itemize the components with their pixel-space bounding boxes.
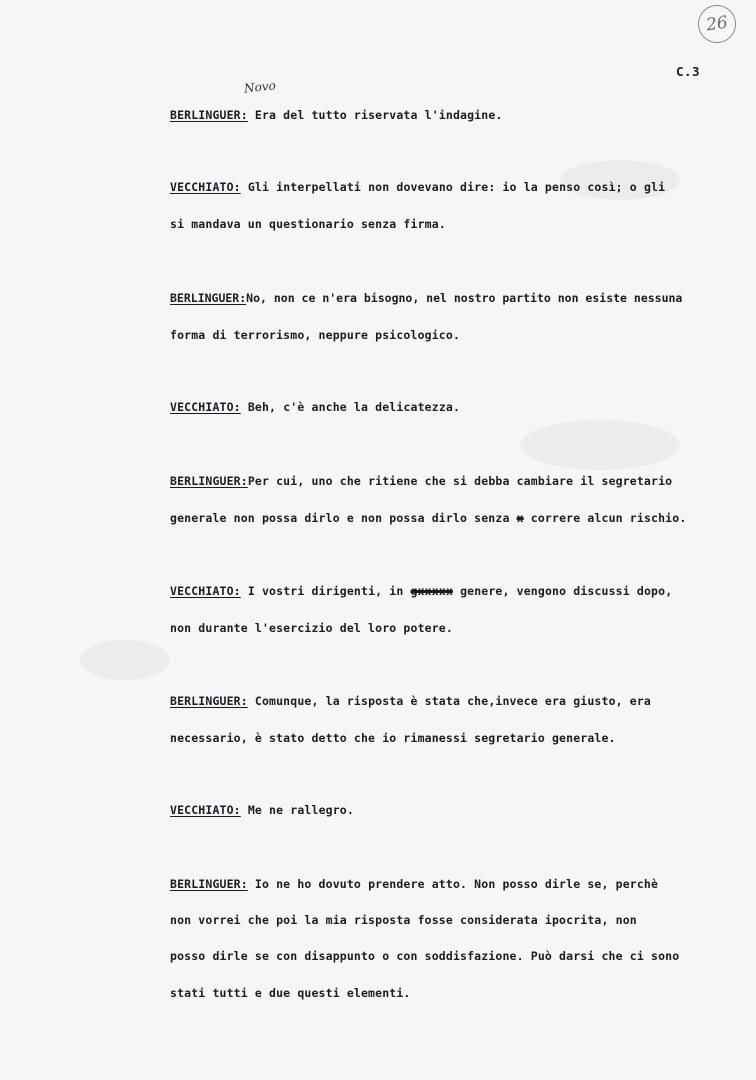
speaker-label: VECCHIATO: xyxy=(170,803,241,817)
dialogue-line xyxy=(170,731,616,745)
dialogue-text: Beh, c'è anche la delicatezza. xyxy=(247,400,461,414)
handwritten-note: Novo xyxy=(243,78,277,96)
dialogue-text: Per cui, uno che ritiene che si debba cambiare il segretario xyxy=(247,474,673,488)
speaker-label: BERLINGUER: xyxy=(170,694,248,708)
dialogue-text: Comunque, la risposta è stata che,invece era giusto, era xyxy=(254,694,652,708)
dialogue-text: generale non possa dirlo e non possa dirlo senza xyxy=(170,511,510,525)
dialogue-line xyxy=(170,180,665,194)
page-label: C.3 xyxy=(676,64,701,79)
handwritten-page-number: 26 xyxy=(696,3,739,46)
dialogue-text: Me ne rallegro. xyxy=(247,803,354,817)
dialogue-line xyxy=(170,217,446,231)
struck-out-text: x xyxy=(516,511,524,525)
dialogue-line xyxy=(170,291,682,305)
speaker-label: BERLINGUER: xyxy=(170,291,247,305)
speaker-label: BERLINGUER: xyxy=(170,108,248,122)
dialogue-line xyxy=(170,803,354,817)
dialogue-line xyxy=(170,108,502,122)
dialogue-line xyxy=(170,694,651,708)
dialogue-line xyxy=(170,511,686,525)
dialogue-text: si mandava un questionario senza firma. xyxy=(170,217,446,231)
speaker-label: BERLINGUER: xyxy=(170,474,248,488)
dialogue-text: correre alcun rischio. xyxy=(530,511,687,525)
dialogue-text: non durante l'esercizio del loro potere. xyxy=(170,621,453,635)
dialogue-text: non vorrei che poi la mia risposta fosse considerata ipocrita, non xyxy=(170,913,637,927)
struck-out-text: gxxxxx xyxy=(410,584,453,598)
dialogue-line xyxy=(170,400,460,414)
dialogue-text: stati tutti e due questi elementi. xyxy=(170,986,411,1000)
dialogue-text: necessario, è stato detto che io rimanessi segretario generale. xyxy=(170,731,616,745)
dialogue-text: posso dirle se con disappunto o con soddisfazione. Può darsi che ci sono xyxy=(170,949,680,963)
dialogue-line xyxy=(170,474,672,488)
dialogue-text: I vostri dirigenti, in xyxy=(247,584,404,598)
dialogue-line xyxy=(170,986,411,1000)
dialogue-line xyxy=(170,328,460,342)
dialogue-text: No, non ce n'era bisogno, nel nostro partito non esiste nessuna xyxy=(246,291,683,305)
speaker-label: BERLINGUER: xyxy=(170,877,248,891)
speaker-label: VECCHIATO: xyxy=(170,180,241,194)
dialogue-text: Gli interpellati non dovevano dire: io la penso così; o gli xyxy=(247,180,666,194)
speaker-label: VECCHIATO: xyxy=(170,584,241,598)
dialogue-line xyxy=(170,877,658,891)
dialogue-line xyxy=(170,584,672,598)
dialogue-text: genere, vengono discussi dopo, xyxy=(460,584,673,598)
speaker-label: VECCHIATO: xyxy=(170,400,241,414)
dialogue-text: forma di terrorismo, neppure psicologico. xyxy=(170,328,461,342)
dialogue-text: Era del tutto riservata l'indagine. xyxy=(254,108,503,122)
dialogue-text: Io ne ho dovuto prendere atto. Non posso dirle se, perchè xyxy=(254,877,659,891)
dialogue-line xyxy=(170,621,453,635)
dialogue-line xyxy=(170,949,679,963)
dialogue-line xyxy=(170,913,637,927)
